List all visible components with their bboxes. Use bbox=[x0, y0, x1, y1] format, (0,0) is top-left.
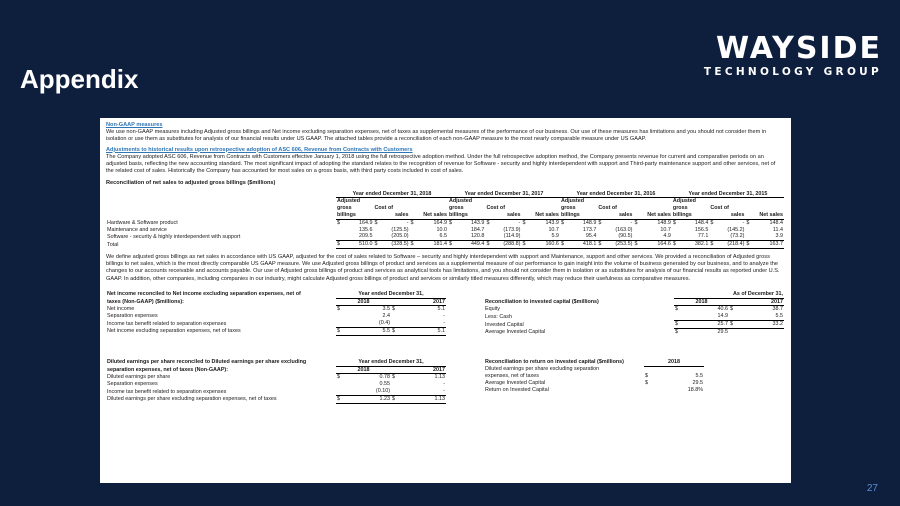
non-gaap-heading: Non-GAAP measures bbox=[106, 122, 163, 128]
value-cell: - bbox=[518, 219, 521, 226]
currency-symbol: $ bbox=[485, 241, 492, 249]
value-cell: 382.1 bbox=[681, 241, 709, 249]
currency-symbol bbox=[633, 233, 642, 240]
row-label: Net income bbox=[107, 306, 135, 313]
value-cell: 164.9 bbox=[358, 219, 373, 226]
value-cell: 135.6 bbox=[358, 226, 373, 233]
currency-symbol: $ bbox=[392, 374, 395, 381]
value-cell: - bbox=[742, 219, 745, 226]
value-cell: (288.8) bbox=[493, 241, 522, 249]
value-cell: 95.4 bbox=[569, 233, 597, 240]
value-cell: 25.7 bbox=[682, 321, 729, 329]
currency-symbol: $ bbox=[745, 241, 754, 249]
currency-symbol bbox=[672, 233, 681, 240]
currency-symbol bbox=[485, 227, 492, 234]
currency-symbol bbox=[391, 388, 399, 395]
col-header: Adjusted bbox=[337, 198, 361, 205]
slide-title: Appendix bbox=[20, 64, 139, 94]
col-header-row-1 bbox=[106, 198, 784, 205]
currency-symbol bbox=[644, 387, 654, 394]
row-label: Income tax benefit related to separation expenses bbox=[107, 320, 227, 327]
value-cell: 181.4 bbox=[419, 241, 448, 249]
value-cell: 5.5 bbox=[737, 313, 784, 320]
currency-symbol: $ bbox=[337, 306, 341, 313]
currency-symbol: $ bbox=[634, 219, 638, 226]
year-2017-header: Year ended December 31, 2017 bbox=[448, 191, 560, 198]
value-cell: 40.6 bbox=[717, 306, 728, 313]
value-cell: 10.7 bbox=[548, 226, 559, 233]
year-header: 2018 bbox=[674, 298, 729, 306]
net-income-table bbox=[106, 291, 446, 336]
currency-symbol: $ bbox=[337, 374, 341, 381]
value-cell: 5.1 bbox=[399, 327, 446, 335]
row-label: Return on Invested Capital bbox=[485, 386, 549, 393]
col-header: sales bbox=[597, 212, 633, 219]
row-label: Average Invested Capital bbox=[485, 379, 546, 386]
value-cell: (218.4) bbox=[717, 241, 746, 249]
value-cell: 148.4 bbox=[694, 219, 709, 226]
value-cell: (328.5) bbox=[381, 241, 410, 249]
table-row bbox=[106, 374, 446, 381]
row-label: expenses, net of taxes bbox=[485, 372, 539, 379]
table-row bbox=[106, 306, 446, 313]
row-label: Net income excluding separation expenses, net of taxes bbox=[107, 328, 241, 335]
value-cell: 209.5 bbox=[345, 233, 373, 240]
value-cell: 5.1 bbox=[437, 306, 445, 313]
table-row bbox=[106, 381, 446, 388]
year-2018-header: Year ended December 31, 2018 bbox=[336, 191, 448, 198]
value-cell: 3.5 bbox=[382, 306, 390, 313]
col-header: billings bbox=[448, 212, 485, 219]
col-header: gross bbox=[337, 205, 352, 212]
reconciliation-heading: Reconciliation of net sales to adjusted gross billings ($millions) bbox=[106, 180, 276, 187]
year-header: 2018 bbox=[644, 359, 704, 366]
col-header: billings bbox=[560, 212, 597, 219]
currency-symbol bbox=[745, 227, 754, 234]
value-cell: - bbox=[399, 320, 446, 327]
col-header: billings bbox=[672, 212, 709, 219]
row-label: Average Invested Capital bbox=[485, 328, 546, 335]
value-cell: 14.9 bbox=[682, 313, 729, 320]
value-cell: (73.2) bbox=[717, 233, 746, 240]
currency-symbol bbox=[410, 227, 419, 234]
asc606-heading: Adjustments to historical results upon retrospective adoption of ASC 606, Revenue from Contracts with Customers bbox=[106, 146, 413, 153]
col-header: Cost of bbox=[598, 205, 617, 212]
col-header: Adjusted bbox=[560, 198, 584, 205]
value-cell: 33.2 bbox=[737, 321, 784, 329]
currency-symbol bbox=[644, 366, 654, 373]
currency-symbol bbox=[336, 388, 344, 395]
value-cell: - bbox=[399, 388, 446, 395]
currency-symbol bbox=[729, 328, 737, 335]
currency-symbol bbox=[391, 313, 399, 320]
currency-symbol bbox=[674, 313, 682, 320]
value-cell: (253.5) bbox=[605, 241, 634, 249]
currency-symbol bbox=[336, 227, 345, 234]
currency-symbol bbox=[745, 233, 754, 240]
value-cell: (145.2) bbox=[727, 226, 745, 233]
currency-symbol: $ bbox=[675, 328, 678, 335]
row-label: Less: Cash bbox=[485, 313, 512, 320]
row-label: Equity bbox=[485, 306, 500, 313]
col-header: Cost of bbox=[374, 205, 394, 212]
value-cell: 29.5 bbox=[717, 328, 728, 335]
value-cell: 38.7 bbox=[772, 306, 783, 313]
year-2015-header: Year ended December 31, 2015 bbox=[672, 191, 784, 198]
value-cell: 5.9 bbox=[531, 233, 560, 240]
value-cell: 160.6 bbox=[531, 241, 560, 249]
non-gaap-text: We use non-GAAP measures including Adjusted gross billings and Net income excluding separation expenses, net of taxes as supplemental measures of the performance of our business. Our use of these measures has limitations and you should not consider them in isolation or use them as substitutes for analysis of our financial results under US GAAP. The attached tables provide a reconciliation of each non-GAAP measure to the most nearly comparable measure under US GAAP. bbox=[106, 129, 767, 143]
col-header: Adjusted bbox=[448, 198, 473, 205]
value-cell: 418.1 bbox=[569, 241, 597, 249]
row-label: Total bbox=[107, 241, 119, 248]
value-cell: (205.0) bbox=[381, 233, 410, 240]
value-cell: 510.0 bbox=[345, 241, 373, 249]
currency-symbol bbox=[391, 381, 399, 388]
table-row bbox=[484, 387, 704, 394]
table-row bbox=[484, 306, 784, 313]
table-row bbox=[106, 388, 446, 395]
currency-symbol: $ bbox=[672, 219, 676, 226]
table-row bbox=[484, 373, 704, 380]
col-header: gross bbox=[448, 205, 464, 212]
currency-symbol: $ bbox=[597, 241, 604, 249]
table-row bbox=[484, 380, 704, 387]
currency-symbol: $ bbox=[373, 241, 380, 249]
invested-capital-table bbox=[484, 291, 784, 336]
currency-symbol bbox=[560, 233, 569, 240]
net-income-heading-2: taxes (Non-GAAP) ($millions): bbox=[107, 299, 184, 306]
currency-symbol: $ bbox=[392, 306, 395, 313]
year-header: 2017 bbox=[729, 298, 784, 306]
net-income-period: Year ended December 31, bbox=[336, 291, 446, 298]
value-cell: 11.4 bbox=[772, 226, 783, 233]
value-cell: 1.13 bbox=[399, 395, 446, 403]
value-cell: (0.10) bbox=[344, 388, 391, 395]
currency-symbol: $ bbox=[486, 219, 490, 226]
currency-symbol: $ bbox=[337, 219, 340, 226]
invested-capital-heading: Reconciliation to invested capital ($millions) bbox=[485, 299, 599, 306]
value-cell: 148.4 bbox=[769, 219, 783, 226]
currency-symbol: $ bbox=[448, 241, 457, 249]
currency-symbol: $ bbox=[448, 219, 452, 226]
eps-table bbox=[106, 359, 446, 404]
reconciliation-table bbox=[106, 191, 784, 249]
col-header: Net sales bbox=[633, 212, 671, 219]
currency-symbol bbox=[597, 227, 604, 234]
value-cell: (90.5) bbox=[605, 233, 634, 240]
value-cell: 184.7 bbox=[470, 226, 485, 233]
currency-symbol: $ bbox=[645, 379, 648, 386]
row-label: Invested Capital bbox=[485, 321, 524, 328]
currency-symbol bbox=[336, 233, 345, 240]
table-row bbox=[484, 313, 784, 320]
currency-symbol bbox=[729, 313, 737, 320]
value-cell bbox=[737, 328, 784, 335]
currency-symbol: $ bbox=[645, 372, 648, 379]
col-header: Cost of bbox=[486, 205, 506, 212]
value-cell: 10.0 bbox=[436, 226, 447, 233]
currency-symbol: $ bbox=[336, 327, 344, 335]
value-cell: 6.5 bbox=[419, 233, 448, 240]
logo-wordmark: WAYSIDE bbox=[716, 31, 882, 66]
col-header: sales bbox=[709, 212, 745, 219]
net-income-heading-1: Net income reconciled to Net income excluding separation expenses, net of bbox=[107, 291, 301, 298]
col-header: sales bbox=[485, 212, 521, 219]
value-cell: 1.23 bbox=[344, 395, 391, 403]
year-header: 2017 bbox=[391, 298, 446, 306]
adjusted-gross-billings-definition: We define adjusted gross billings as net sales in accordance with US GAAP, adjusted for the cost of sales related to Software – security and highly interdependent with support and Maintenance, support and other services. We provided a reconciliation of Adjusted gross billings to net sales, which is the most directly comparable US GAAP measure. We use Adjusted gross billings of product and services as a supplemental measure of our performance to gain insight into the volume of business generated by our business, and to analyze the changes to our accounts receivable and accounts payable. Our use of Adjusted gross billings of product and services as analytical tools has limitations, and you should not consider them in isolation or as substitutes for analysis of our financial results as reported under U.S. GAAP. In addition, other companies, including companies in our industry, might calculate Adjusted gross billings of product and services or similarly titled measures differently, which may reduce their usefulness as comparative measures. bbox=[106, 254, 780, 282]
value-cell: 1.13 bbox=[434, 374, 445, 381]
currency-symbol bbox=[448, 233, 457, 240]
currency-symbol: $ bbox=[710, 219, 714, 226]
col-header: gross bbox=[672, 205, 688, 212]
currency-symbol bbox=[410, 233, 419, 240]
invested-capital-period: As of December 31, bbox=[674, 291, 784, 298]
currency-symbol: $ bbox=[674, 321, 682, 329]
currency-symbol: $ bbox=[410, 219, 414, 226]
value-cell: 3.9 bbox=[755, 233, 784, 240]
currency-symbol bbox=[672, 227, 681, 234]
col-header: Cost of bbox=[710, 205, 729, 212]
currency-symbol bbox=[709, 233, 716, 240]
currency-symbol bbox=[373, 233, 380, 240]
value-cell: - bbox=[406, 219, 409, 226]
currency-symbol: $ bbox=[675, 306, 678, 313]
currency-symbol: $ bbox=[391, 327, 399, 335]
value-cell: 449.4 bbox=[457, 241, 485, 249]
currency-symbol bbox=[485, 233, 492, 240]
year-header: 2018 bbox=[336, 366, 391, 374]
currency-symbol: $ bbox=[672, 241, 681, 249]
row-label: Income tax benefit related to separation expenses bbox=[107, 388, 227, 395]
currency-symbol: $ bbox=[336, 395, 344, 403]
currency-symbol bbox=[336, 381, 344, 388]
year-header: 2018 bbox=[336, 298, 391, 306]
value-cell: 143.9 bbox=[470, 219, 485, 226]
value-cell: (114.9) bbox=[493, 233, 522, 240]
value-cell: 2.4 bbox=[382, 313, 390, 320]
table-row bbox=[106, 327, 446, 335]
currency-symbol bbox=[709, 227, 716, 234]
table-row bbox=[484, 321, 784, 329]
value-cell: 0.78 bbox=[379, 374, 390, 381]
currency-symbol: $ bbox=[391, 395, 399, 403]
table-row bbox=[106, 219, 784, 226]
value-cell: 120.8 bbox=[457, 233, 485, 240]
year-2016-header: Year ended December 31, 2016 bbox=[560, 191, 672, 198]
table-row bbox=[106, 233, 784, 240]
currency-symbol: $ bbox=[522, 219, 526, 226]
value-cell: 148.9 bbox=[657, 219, 671, 226]
value-cell: - bbox=[630, 219, 633, 226]
currency-symbol: $ bbox=[709, 241, 716, 249]
col-header: sales bbox=[373, 212, 409, 219]
value-cell: 10.7 bbox=[660, 226, 671, 233]
currency-symbol: $ bbox=[521, 241, 530, 249]
row-label: Maintenance and service bbox=[107, 226, 167, 233]
row-label: Diluted earnings per share excluding separation bbox=[485, 366, 600, 373]
logo-tagline: TECHNOLOGY GROUP bbox=[703, 66, 882, 78]
table-row bbox=[106, 395, 446, 403]
currency-symbol: $ bbox=[336, 241, 345, 249]
currency-symbol: $ bbox=[746, 219, 750, 226]
col-header: Net sales bbox=[410, 212, 448, 219]
table-row bbox=[106, 227, 784, 234]
currency-symbol: $ bbox=[729, 321, 737, 329]
eps-heading-2: separation expenses, net of taxes (Non-GAAP): bbox=[107, 367, 229, 374]
col-header: Net sales bbox=[745, 212, 784, 219]
value-cell: (125.5) bbox=[391, 226, 409, 233]
col-header: Net sales bbox=[521, 212, 559, 219]
eps-heading-1: Diluted earnings per share reconciled to Diluted earnings per share excluding bbox=[107, 359, 307, 366]
roic-heading: Reconciliation to return on invested capital ($millions) bbox=[485, 359, 624, 366]
table-row bbox=[484, 328, 784, 335]
currency-symbol bbox=[373, 227, 380, 234]
value-cell: 163.7 bbox=[755, 241, 784, 249]
value-cell: - bbox=[443, 313, 445, 320]
value-cell: 77.1 bbox=[681, 233, 709, 240]
col-header: Adjusted bbox=[672, 198, 696, 205]
col-header: billings bbox=[336, 212, 373, 219]
value-cell: (0.4) bbox=[344, 320, 391, 327]
currency-symbol: $ bbox=[560, 219, 564, 226]
value-cell: - bbox=[443, 381, 445, 388]
currency-symbol: $ bbox=[633, 241, 642, 249]
value-cell: 164.6 bbox=[643, 241, 672, 249]
value-cell: 173.7 bbox=[582, 226, 597, 233]
currency-symbol bbox=[448, 227, 457, 234]
value-cell: 5.5 bbox=[695, 372, 703, 379]
value-cell: 29.5 bbox=[692, 379, 703, 386]
value-cell bbox=[654, 366, 704, 373]
currency-symbol bbox=[560, 227, 569, 234]
value-cell: 4.9 bbox=[643, 233, 672, 240]
table-row bbox=[106, 241, 784, 249]
value-cell: (173.9) bbox=[503, 226, 521, 233]
currency-symbol bbox=[597, 233, 604, 240]
col-header: gross bbox=[560, 205, 576, 212]
currency-symbol bbox=[521, 233, 530, 240]
row-label: Software - security & highly interdependent with support bbox=[107, 233, 241, 240]
value-cell: 0.55 bbox=[379, 381, 390, 388]
value-cell: (163.0) bbox=[615, 226, 633, 233]
table-row bbox=[106, 320, 446, 327]
row-label: Separation expenses bbox=[107, 381, 158, 388]
currency-symbol bbox=[521, 227, 530, 234]
appendix-content-panel bbox=[100, 118, 791, 483]
row-label: Diluted earnings per share excluding separation expenses, net of taxes bbox=[107, 396, 277, 403]
eps-period: Year ended December 31, bbox=[336, 359, 446, 366]
currency-symbol: $ bbox=[410, 241, 419, 249]
row-label: Diluted earnings per share bbox=[107, 374, 171, 381]
row-label: Hardware & Software product bbox=[107, 219, 178, 226]
value-cell: 156.5 bbox=[694, 226, 709, 233]
currency-symbol bbox=[633, 227, 642, 234]
currency-symbol bbox=[336, 320, 344, 327]
table-row bbox=[484, 366, 704, 373]
value-cell: 18.8% bbox=[687, 386, 703, 393]
currency-symbol: $ bbox=[598, 219, 602, 226]
value-cell: 148.9 bbox=[582, 219, 597, 226]
currency-symbol: $ bbox=[560, 241, 569, 249]
col-header-row-2 bbox=[106, 205, 784, 212]
value-cell: 5.5 bbox=[344, 327, 391, 335]
currency-symbol bbox=[336, 313, 344, 320]
col-header-row-3 bbox=[106, 212, 784, 219]
table-row bbox=[106, 313, 446, 320]
company-logo bbox=[702, 31, 882, 78]
asc606-text: The Company adopted ASC 606, Revenue from Contracts with Customers effective January 1, 2018 using the full retrospective adoption method. Under the full retrospective adoption method, the Company presents revenue for current and comparative periods on an adjusted basis, reflecting the new accounting standard. The most significant impact of adopting the standard relates to the recognition of revenue for Software - security and highly interdependent with support and Third-party maintenance support and other services, net of the related cost of sales. Historically the Company has accounted for most sales on a gross basis, with third party costs included in cost of sales. bbox=[106, 153, 776, 175]
row-label: Separation expenses bbox=[107, 313, 158, 320]
currency-symbol bbox=[391, 320, 399, 327]
currency-symbol: $ bbox=[730, 306, 733, 313]
roic-table bbox=[484, 359, 704, 393]
value-cell: 164.9 bbox=[433, 219, 447, 226]
value-cell: 143.9 bbox=[545, 219, 559, 226]
page-number: 27 bbox=[866, 483, 878, 494]
year-header: 2017 bbox=[391, 366, 446, 374]
currency-symbol: $ bbox=[374, 219, 378, 226]
